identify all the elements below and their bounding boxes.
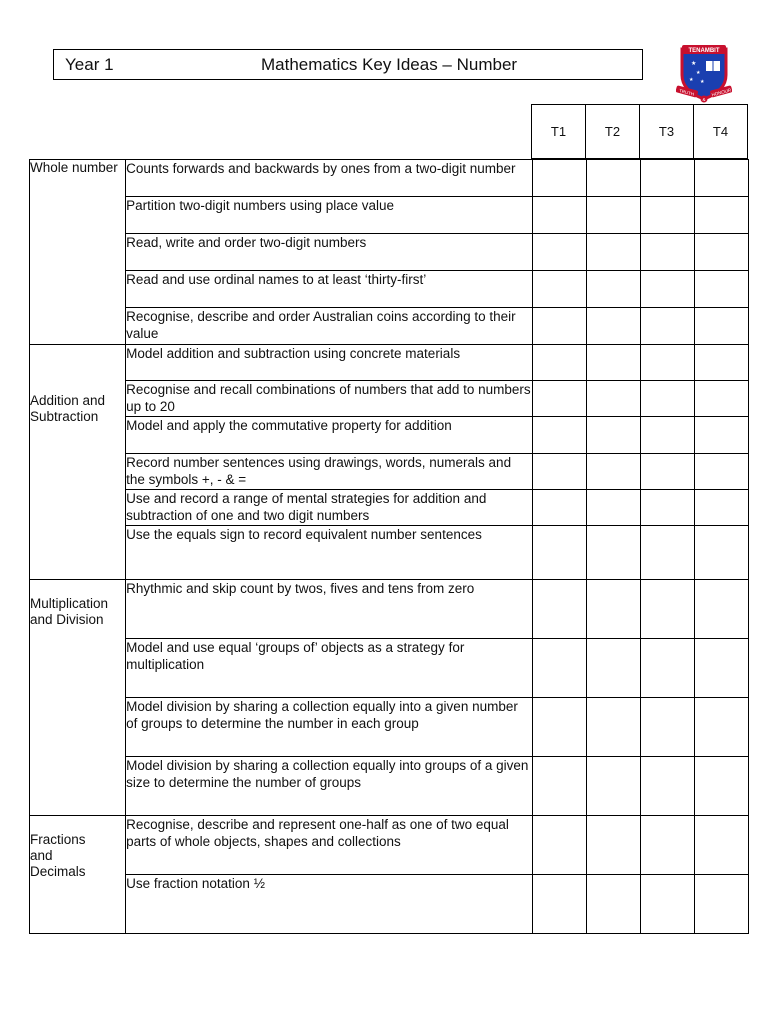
- checkbox-cell-t2[interactable]: [586, 345, 640, 381]
- checkbox-cell-t4[interactable]: [694, 197, 748, 234]
- checkbox-cell-t1[interactable]: [532, 526, 586, 580]
- key-ideas-table: [29, 159, 749, 934]
- checkbox-cell-t4[interactable]: [694, 160, 748, 197]
- checkbox-cell-t2[interactable]: [586, 757, 640, 816]
- table-row: [30, 875, 749, 934]
- key-idea-text: Read, write and order two-digit numbers: [126, 234, 533, 271]
- checkbox-cell-t4[interactable]: [694, 698, 748, 757]
- table-row: [30, 271, 749, 308]
- checkbox-cell-t3[interactable]: [640, 698, 694, 757]
- checkbox-cell-t4[interactable]: [694, 526, 748, 580]
- checkbox-cell-t1[interactable]: [532, 417, 586, 454]
- checkbox-cell-t1[interactable]: [532, 816, 586, 875]
- key-idea-text: Model division by sharing a collection equally into groups of a given size to determine the number of groups: [126, 757, 533, 816]
- checkbox-cell-t4[interactable]: [694, 757, 748, 816]
- key-idea-text: Recognise and recall combinations of numbers that add to numbers up to 20: [126, 381, 533, 417]
- checkbox-cell-t4[interactable]: [694, 875, 748, 934]
- checkbox-cell-t1[interactable]: [532, 345, 586, 381]
- term-header-t3: T3: [640, 105, 694, 159]
- checkbox-cell-t3[interactable]: [640, 381, 694, 417]
- key-idea-text: Partition two-digit numbers using place value: [126, 197, 533, 234]
- category-cell: [30, 160, 126, 345]
- checkbox-cell-t4[interactable]: [694, 381, 748, 417]
- term-header-row: [531, 104, 748, 159]
- category-cell: [30, 580, 126, 816]
- checkbox-cell-t2[interactable]: [586, 197, 640, 234]
- key-idea-text: Counts forwards and backwards by ones from a two-digit number: [126, 160, 533, 197]
- checkbox-cell-t3[interactable]: [640, 875, 694, 934]
- term-header-t4: T4: [694, 105, 748, 159]
- checkbox-cell-t2[interactable]: [586, 417, 640, 454]
- checkbox-cell-t4[interactable]: [694, 580, 748, 639]
- svg-text:★: ★: [691, 60, 697, 67]
- checkbox-cell-t1[interactable]: [532, 875, 586, 934]
- table-row: [30, 308, 749, 345]
- checkbox-cell-t2[interactable]: [586, 308, 640, 345]
- checkbox-cell-t3[interactable]: [640, 197, 694, 234]
- key-idea-text: Use and record a range of mental strategies for addition and subtraction of one and two digit numbers: [126, 490, 533, 526]
- category-cell: [30, 345, 126, 580]
- crest-motto-right: HONOUR: [711, 87, 732, 98]
- table-row: [30, 160, 749, 197]
- svg-text:★: ★: [689, 77, 694, 83]
- checkbox-cell-t3[interactable]: [640, 526, 694, 580]
- checkbox-cell-t1[interactable]: [532, 160, 586, 197]
- table-row: [30, 234, 749, 271]
- key-idea-text: Use fraction notation ½: [126, 875, 533, 934]
- table-row: [30, 197, 749, 234]
- checkbox-cell-t2[interactable]: [586, 490, 640, 526]
- checkbox-cell-t2[interactable]: [586, 526, 640, 580]
- checkbox-cell-t1[interactable]: [532, 639, 586, 698]
- checkbox-cell-t3[interactable]: [640, 454, 694, 490]
- crest-motto-left: TRUTH: [678, 88, 695, 97]
- table-row: [30, 816, 749, 875]
- key-idea-text: Use the equals sign to record equivalent number sentences: [126, 526, 533, 580]
- term-header-t2: T2: [586, 105, 640, 159]
- category-label: Fractions and Decimals: [30, 832, 86, 879]
- checkbox-cell-t1[interactable]: [532, 197, 586, 234]
- checkbox-cell-t1[interactable]: [532, 308, 586, 345]
- checkbox-cell-t2[interactable]: [586, 639, 640, 698]
- table-row: [30, 345, 749, 381]
- key-idea-text: Model and use equal ‘groups of’ objects as a strategy for multiplication: [126, 639, 533, 698]
- checkbox-cell-t3[interactable]: [640, 490, 694, 526]
- checkbox-cell-t4[interactable]: [694, 271, 748, 308]
- header-box: [53, 49, 643, 80]
- table-row: [30, 454, 749, 490]
- checkbox-cell-t3[interactable]: [640, 417, 694, 454]
- checkbox-cell-t4[interactable]: [694, 639, 748, 698]
- checkbox-cell-t4[interactable]: [694, 490, 748, 526]
- checkbox-cell-t3[interactable]: [640, 234, 694, 271]
- checkbox-cell-t3[interactable]: [640, 271, 694, 308]
- category-label: Multiplication and Division: [30, 596, 109, 627]
- checkbox-cell-t1[interactable]: [532, 234, 586, 271]
- checkbox-cell-t1[interactable]: [532, 490, 586, 526]
- crest-ampersand: &: [702, 97, 706, 102]
- checkbox-cell-t4[interactable]: [694, 308, 748, 345]
- checkbox-cell-t3[interactable]: [640, 816, 694, 875]
- table-row: [30, 580, 749, 639]
- key-idea-text: Recognise, describe and represent one-half as one of two equal parts of whole objects, shapes and collections: [126, 816, 533, 875]
- category-label: Addition and Subtraction: [30, 393, 106, 424]
- key-idea-text: Rhythmic and skip count by twos, fives and tens from zero: [126, 580, 533, 639]
- checkbox-cell-t3[interactable]: [640, 308, 694, 345]
- svg-text:★: ★: [700, 79, 705, 85]
- checkbox-cell-t2[interactable]: [586, 160, 640, 197]
- key-idea-text: Read and use ordinal names to at least ‘thirty-first’: [126, 271, 533, 308]
- category-cell: [30, 816, 126, 934]
- year-label: Year 1: [65, 55, 114, 74]
- checkbox-cell-t3[interactable]: [640, 160, 694, 197]
- checkbox-cell-t2[interactable]: [586, 454, 640, 490]
- checkbox-cell-t3[interactable]: [640, 580, 694, 639]
- checkbox-cell-t2[interactable]: [586, 698, 640, 757]
- term-header-t1: T1: [532, 105, 586, 159]
- checkbox-cell-t2[interactable]: [586, 875, 640, 934]
- checkbox-cell-t3[interactable]: [640, 639, 694, 698]
- checkbox-cell-t1[interactable]: [532, 381, 586, 417]
- checkbox-cell-t4[interactable]: [694, 417, 748, 454]
- checkbox-cell-t4[interactable]: [694, 454, 748, 490]
- table-row: [30, 639, 749, 698]
- table-row: [30, 698, 749, 757]
- checkbox-cell-t2[interactable]: [586, 234, 640, 271]
- key-idea-text: Recognise, describe and order Australian coins according to their value: [126, 308, 533, 345]
- checkbox-cell-t1[interactable]: [532, 698, 586, 757]
- checkbox-cell-t2[interactable]: [586, 381, 640, 417]
- table-row: [30, 417, 749, 454]
- checkbox-cell-t2[interactable]: [586, 816, 640, 875]
- table-row: [30, 490, 749, 526]
- school-crest-icon: [676, 41, 732, 103]
- table-row: [30, 381, 749, 417]
- svg-text:★: ★: [696, 70, 701, 76]
- table-row: [30, 526, 749, 580]
- checkbox-cell-t1[interactable]: [532, 580, 586, 639]
- checkbox-cell-t1[interactable]: [532, 271, 586, 308]
- checkbox-cell-t1[interactable]: [532, 757, 586, 816]
- checkbox-cell-t4[interactable]: [694, 816, 748, 875]
- key-idea-text: Model addition and subtraction using concrete materials: [126, 345, 533, 381]
- checkbox-cell-t4[interactable]: [694, 345, 748, 381]
- checkbox-cell-t3[interactable]: [640, 345, 694, 381]
- key-idea-text: Model division by sharing a collection equally into a given number of groups to determine the number in each group: [126, 698, 533, 757]
- category-label: Whole number: [30, 160, 118, 175]
- checkbox-cell-t2[interactable]: [586, 271, 640, 308]
- page-title: Mathematics Key Ideas – Number: [261, 55, 518, 74]
- key-idea-text: Record number sentences using drawings, words, numerals and the symbols +, - & =: [126, 454, 533, 490]
- checkbox-cell-t1[interactable]: [532, 454, 586, 490]
- crest-top-text: TENAMBIT: [688, 48, 720, 54]
- key-idea-text: Model and apply the commutative property for addition: [126, 417, 533, 454]
- checkbox-cell-t2[interactable]: [586, 580, 640, 639]
- checkbox-cell-t4[interactable]: [694, 234, 748, 271]
- table-row: [30, 757, 749, 816]
- checkbox-cell-t3[interactable]: [640, 757, 694, 816]
